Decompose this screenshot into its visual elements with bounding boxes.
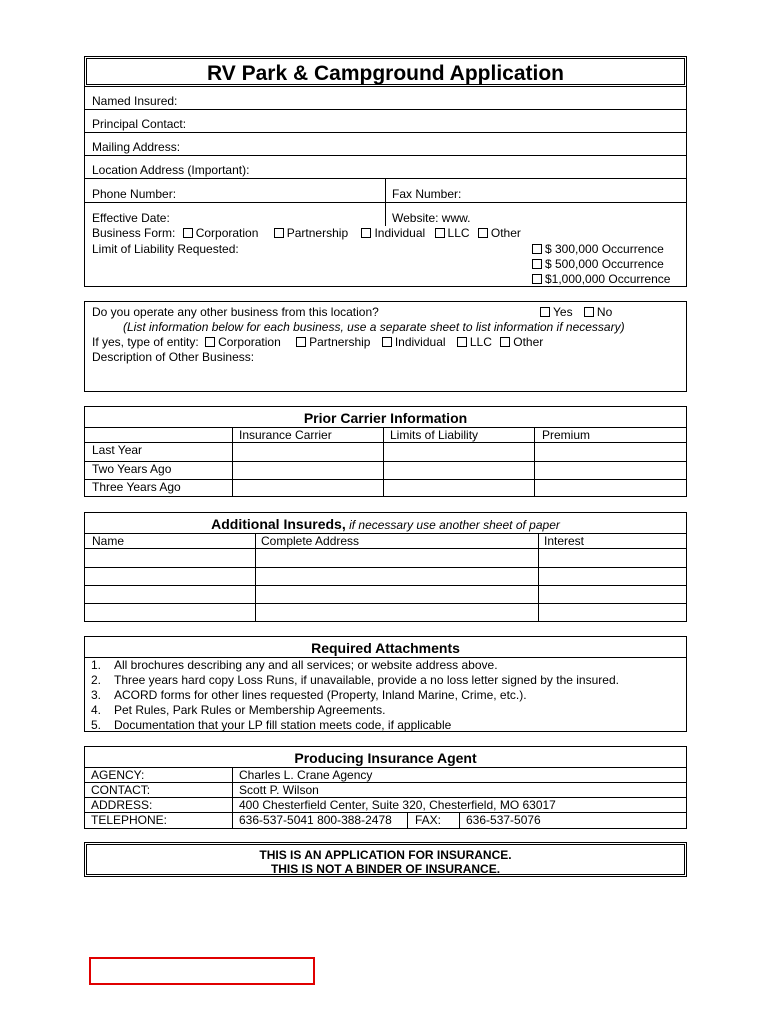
date-website-row [85, 203, 686, 226]
limit-500k-label: $ 500,000 Occurrence [545, 257, 664, 271]
location-address-label: Location Address (Important): [92, 163, 250, 177]
yes-no-group [540, 305, 612, 319]
producing-agent-heading: Producing Insurance Agent [294, 750, 477, 766]
website-label: Website: www. [392, 211, 471, 225]
attachment-text: ACORD forms for other lines requested (Property, Inland Marine, Crime, etc.). [114, 688, 527, 702]
limit-300k [532, 242, 664, 256]
limit-label: Limit of Liability Requested: [92, 242, 239, 256]
producing-agent-section [84, 746, 687, 829]
llc-checkbox[interactable] [435, 228, 445, 238]
other-entity-label: If yes, type of entity: [92, 335, 199, 349]
mailing-address-label: Mailing Address: [92, 140, 181, 154]
limit-300k-checkbox[interactable] [532, 244, 542, 254]
effective-date-label: Effective Date: [92, 211, 170, 225]
additional-insureds-heading: Additional Insureds, [211, 516, 346, 532]
yes-checkbox[interactable] [540, 307, 550, 317]
col-limits-of-liability: Limits of Liability [390, 428, 479, 442]
other-option: Other [490, 226, 521, 240]
attachment-text: Three years hard copy Loss Runs, if unavailable, provide a no loss letter signed by the insured. [114, 673, 619, 687]
other-business-section [84, 301, 687, 392]
telephone-label: TELEPHONE: [91, 813, 168, 827]
principal-contact-label: Principal Contact: [92, 117, 187, 131]
prior-carrier-section [84, 406, 687, 497]
individual-option: Individual [374, 226, 426, 240]
attachment-text: Documentation that your LP fill station meets code, if applicable [114, 718, 452, 732]
attachment-number: 2. [91, 673, 102, 687]
yes-label: Yes [553, 305, 573, 319]
limit-500k [532, 257, 664, 271]
corporation-option: Corporation [195, 226, 259, 240]
prior-carrier-heading: Prior Carrier Information [303, 410, 468, 426]
notice-box [84, 842, 687, 877]
phone-fax-row [85, 179, 686, 203]
page-title: RV Park & Campground Application [206, 62, 565, 85]
limit-1m-checkbox[interactable] [532, 274, 542, 284]
required-attachments-section [84, 636, 687, 732]
no-checkbox[interactable] [584, 307, 594, 317]
other-other-checkbox[interactable] [500, 337, 510, 347]
other-corporation-checkbox[interactable] [205, 337, 215, 347]
fax-agent-value: 636-537-5076 [466, 813, 541, 827]
llc-option: LLC [447, 226, 470, 240]
col-interest: Interest [544, 534, 585, 548]
attachment-number: 5. [91, 718, 102, 732]
row-two-years-ago: Two Years Ago [92, 462, 172, 476]
additional-insureds-section [84, 512, 687, 622]
agency-value: Charles L. Crane Agency [239, 768, 373, 782]
signature-box[interactable] [89, 957, 315, 985]
attachment-number: 3. [91, 688, 102, 702]
business-form-label: Business Form: [92, 226, 176, 240]
other-llc-checkbox[interactable] [457, 337, 467, 347]
other-partnership-option: Partnership [309, 335, 371, 349]
limit-300k-label: $ 300,000 Occurrence [545, 242, 664, 256]
other-llc-option: LLC [469, 335, 492, 349]
no-label: No [596, 305, 613, 319]
other-individual-option: Individual [394, 335, 446, 349]
limit-1m [532, 272, 670, 286]
partnership-option: Partnership [286, 226, 349, 240]
location-address-row[interactable] [85, 156, 686, 179]
other-partnership-checkbox[interactable] [296, 337, 306, 347]
additional-insureds-header [85, 516, 686, 533]
col-complete-address: Complete Address [261, 534, 360, 548]
title-box [84, 56, 687, 87]
limit-500k-checkbox[interactable] [532, 259, 542, 269]
telephone-value: 636-537-5041 800-388-2478 [239, 813, 392, 827]
address-label: ADDRESS: [91, 798, 153, 812]
other-business-question: Do you operate any other business from this location? [92, 305, 379, 319]
other-business-note: (List information below for each business, use a separate sheet to list information if necessary) [123, 320, 625, 334]
business-form-row [92, 226, 521, 240]
named-insured-row[interactable] [85, 87, 686, 110]
attachment-number: 1. [91, 658, 102, 672]
other-business-description-label: Description of Other Business: [92, 350, 255, 364]
required-attachments-heading: Required Attachments [311, 640, 460, 656]
fax-label: Fax Number: [392, 187, 462, 201]
limit-1m-label: $1,000,000 Occurrence [545, 272, 671, 286]
phone-label: Phone Number: [92, 187, 177, 201]
notice-line-1: THIS IS AN APPLICATION FOR INSURANCE. [259, 848, 512, 862]
attachment-number: 4. [91, 703, 102, 717]
named-insured-label: Named Insured: [92, 94, 178, 108]
individual-checkbox[interactable] [361, 228, 371, 238]
attachment-text: Pet Rules, Park Rules or Membership Agreements. [114, 703, 386, 717]
mailing-address-row[interactable] [85, 133, 686, 156]
col-premium: Premium [542, 428, 591, 442]
other-checkbox[interactable] [478, 228, 488, 238]
row-three-years-ago: Three Years Ago [92, 480, 181, 494]
additional-insureds-note: if necessary use another sheet of paper [349, 518, 560, 532]
col-name: Name [92, 534, 125, 548]
other-other-option: Other [513, 335, 544, 349]
fax-agent-label: FAX: [415, 813, 442, 827]
other-individual-checkbox[interactable] [382, 337, 392, 347]
attachment-text: All brochures describing any and all services; or website address above. [114, 658, 498, 672]
other-entity-row [92, 335, 543, 349]
col-insurance-carrier: Insurance Carrier [239, 428, 332, 442]
contact-label: CONTACT: [91, 783, 151, 797]
agency-label: AGENCY: [91, 768, 145, 782]
corporation-checkbox[interactable] [183, 228, 193, 238]
row-last-year: Last Year [92, 443, 143, 457]
application-form [84, 87, 687, 287]
contact-value: Scott P. Wilson [239, 783, 319, 797]
partnership-checkbox[interactable] [274, 228, 284, 238]
address-value: 400 Chesterfield Center, Suite 320, Chesterfield, MO 63017 [239, 798, 556, 812]
other-corporation-option: Corporation [218, 335, 281, 349]
principal-contact-row[interactable] [85, 110, 686, 133]
notice-line-2: THIS IS NOT A BINDER OF INSURANCE. [270, 862, 501, 876]
